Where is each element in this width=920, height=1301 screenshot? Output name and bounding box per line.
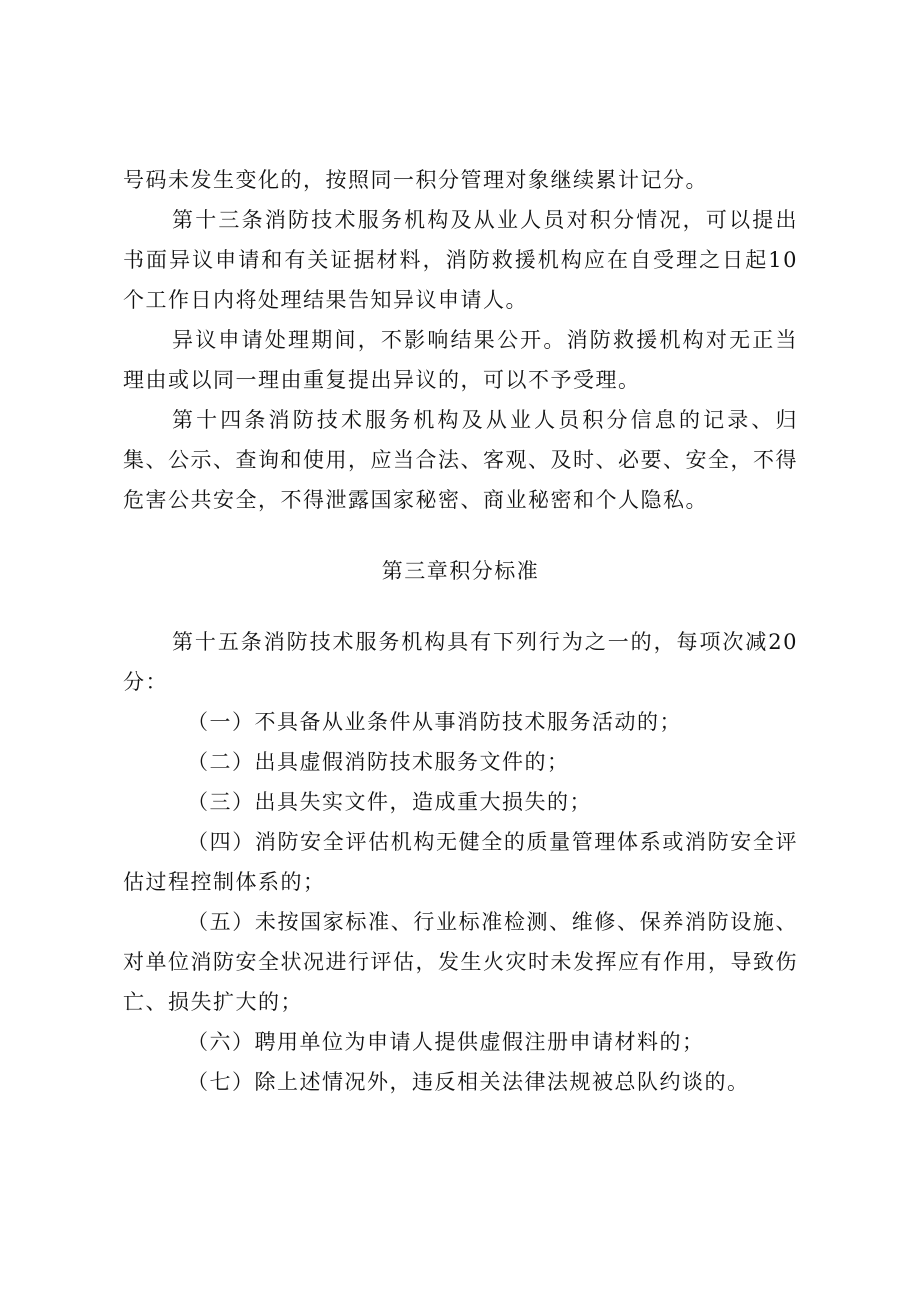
list-item-3: （三）出具失实文件，造成重大损失的； (187, 790, 592, 814)
chapter-title: 第三章积分标准 (381, 559, 540, 583)
paragraph-continuation: 号码未发生变化的，按照同一积分管理对象继续累计记分。 (123, 168, 708, 192)
paragraph-article-14: 第十四条消防技术服务机构及从业人员积分信息的记录、归集、公示、查询和使用，应当合法、客观、及时、必要、安全，不得危害公共安全，不得泄露国家秘密、商业秘密和个人隐私。 (123, 408, 798, 512)
list-item-6: （六）聘用单位为申请人提供虚假注册申请材料的； (187, 1030, 705, 1054)
paragraph-article-15: 第十五条消防技术服务机构具有下列行为之一的，每项次减20分： (123, 630, 798, 694)
list-item-7: （七）除上述情况外，违反相关法律法规被总队约谈的。 (187, 1070, 750, 1094)
list-item-2: （二）出具虚假消防技术服务文件的； (187, 750, 570, 774)
list-item-4: （四）消防安全评估机构无健全的质量管理体系或消防安全评估过程控制体系的； (123, 830, 798, 894)
document-body (123, 160, 798, 1102)
paragraph-article-13: 第十三条消防技术服务机构及从业人员对积分情况，可以提出书面异议申请和有关证据材料，消防救援机构应在自受理之日起10个工作日内将处理结果告知异议申请人。 (123, 208, 798, 312)
paragraph-article-13-objection: 异议申请处理期间，不影响结果公开。消防救援机构对无正当理由或以同一理由重复提出异议的，可以不予受理。 (123, 328, 798, 392)
list-item-1: （一）不具备从业条件从事消防技术服务活动的； (187, 710, 682, 734)
list-item-5: （五）未按国家标准、行业标准检测、维修、保养消防设施、对单位消防安全状况进行评估，发生火灾时未发挥应有作用，导致伤亡、损失扩大的； (123, 910, 798, 1014)
